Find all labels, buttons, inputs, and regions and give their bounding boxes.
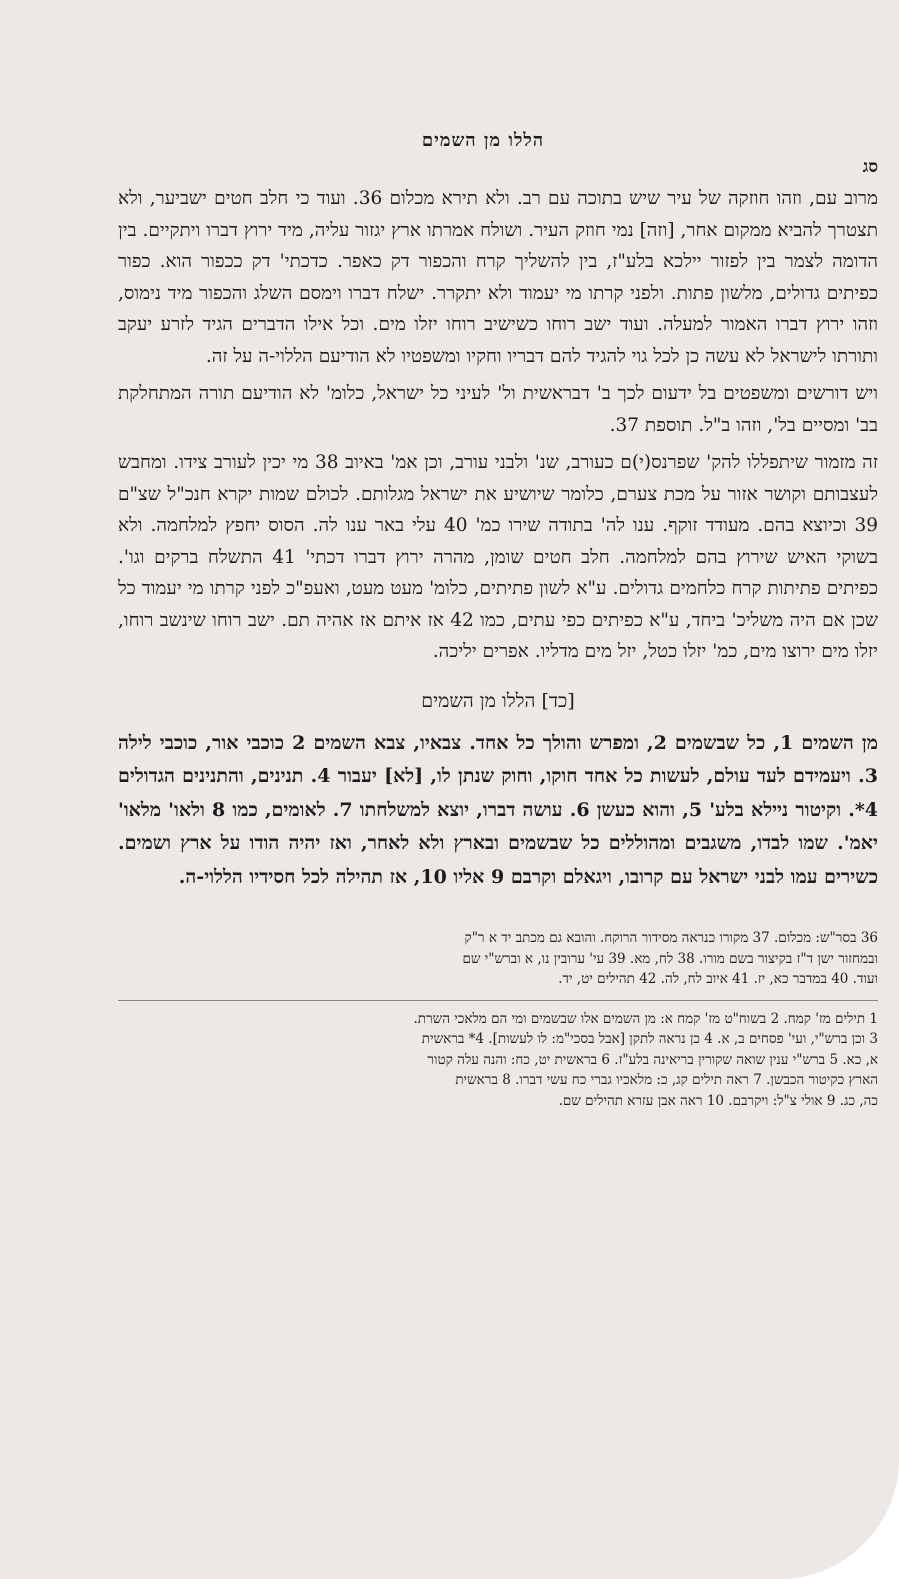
footnote-line: 1 תילים מז' קמח. 2 בשוח"ט מז' קמח א: מן השמים אלו שבשמים ומי הם מלאכי השרת. (413, 1010, 878, 1027)
commentary-paragraph-3: זה מזמור שיתפללו להק' שפרנס(י)ם כעורב, שנ' ולבני עורב, וכן אמ' באיוב 38 מי יכין לעורב צידו. ומחבש לעצבותם וקושר אזור על מכת צערם, כלומר שיושיע את ישראל מגלותם. לכולם שמות יקרא חנכ"ל שצ"ם 39 וכיוצא בהם. מעודד זוקף. ענו לה' בתודה שירו כמ' 40 עלי באר ענו לה. הסוס יחפץ למלחמה. ולא בשוקי האיש שירוץ בהם למלחמה. חלב חטים שומן, מהרה ירוץ דברו דכתי' 41 התשלח ברקים וגו'. כפיתים פתיתות קרח כלחמים גדולים. ע"א לשון פתיתים, כלומ' מעט מעט, ואעפ"כ לפני קרתו מי יעמוד כל שכן אם היה משליכ' ביחד, ע"א כפיתים כפי עתים, כמו 42 אז איתם אז אהיה תם. ישב רוחו שינשב רוחו, יזלו מים ירוצו מים, כמ' יזלו כטל, יזל מים מדליו. אפרים יליכה. (118, 452, 878, 662)
section-title: [כד] הללו מן השמים (421, 689, 575, 712)
footnote-divider (118, 1000, 878, 1001)
commentary-paragraph-2: ויש דורשים ומשפטים בל ידעום לכך ב' דבראשית ול' לעיני כל ישראל, כלומ' לא הודיעם תורה המתחלקת בב' ומסיים בל', וזהו ב"ל. תוספת 37. (118, 383, 878, 436)
running-head: הללו מן השמים (421, 130, 545, 151)
footnote-line: הארץ כקיטור הכבשן. 7 ראה תילים קג, כ: מלאכיו גברי כח עשי דברו. 8 בראשית (455, 1072, 878, 1088)
footnote-line: ובמחזור ישן ד"ז בקיצור בשם מורו. 38 לח, מא. 39 עי' ערובין נו, א וברש"י שם (462, 950, 878, 967)
footnote-line: 3 וכן ברש"י, ועי' פסחים ב, א. 4 כן נראה לתקן [אבל בסכי"מ: לו לעשות]. 4* בראשית (421, 1031, 878, 1047)
footnote-line: כה, כג. 9 אולי צ"ל: ויקרבם. 10 ראה אבן עזרא תהילים שם. (558, 1092, 878, 1109)
footnote-line: 36 בסר"ש: מכלום. 37 מקורו כנראה מסידור הרוקח. והובא גם מכתב יד א ר"ק (464, 930, 878, 946)
commentary-paragraph-1: מרוב עם, וזהו חוזקה של עיר שיש בתוכה עם רב. ולא תירא מכלום 36. ועוד כי חלב חטים ישביער, ולא תצטרך להביא ממקום אחר, [וזה] נמי חוזק העיר. ושולח אמרתו ארץ יגזור עליה, מיד ירוץ דברו ויתקיים. בין הדומה לצמר בין לפזור יילכא בלע"ז, בין להשליך קרח והכפור דק כאפר. כדכתי' דק ככפור הוא. כפור כפיתים גדולים, מלשון פתות. ולפני קרתו מי יעמוד ולא יתקרר. ישלח דברו וימסם השלג והכפור מיד נימוס, וזהו ירוץ דברו האמור למעלה. ועוד ישב רוחו כשישיב רוחו יזלו מים. וכל אילו הדברים הגיד לזרע יעקב ותורתו לישראל לא עשה כן לכל גוי להגיד להם דבריו וחקיו ומשפטיו לא הודיעם הללוי-ה על זה. (118, 188, 878, 367)
page-content (118, 130, 878, 1111)
footnotes (118, 928, 878, 1111)
psalm-commentary-paragraph: מן השמים 1, כל שבשמים 2, ומפרש והולך כל אחד. צבאיו, צבא השמים 2 כוכבי אור, כוכבי לילה 3. ויעמידם לעד עולם, לעשות כל אחד חוקו, וחוק שנתן לו, [לא] יעבור 4. תנינים, והתנינים הגדולים 4*. וקיטור ניילא בלע' 5, והוא כעשן 6. עושה דברו, יוצא למשלחתו 7. לאומים, כמו 8 ולאו' מלאו' יאמ'. שמו לבדו, משגבים ומהוללים כל שבשמים ובארץ ולא לאחר, ואז יהיה הודו על ארץ ושמים. כשירים עמו לבני ישראל עם קרובו, ויגאלם וקרבם 9 אליו 10, אז תהילה לכל חסידיו הללוי-ה. (118, 731, 879, 888)
page-number: סג (862, 157, 878, 177)
footnote-line: א, כא. 5 ברש"י ענין שואה שקורין בריאינה בלע"ז. 6 בראשית יט, כח: והנה עלה קטור (427, 1051, 878, 1068)
footnote-line: ועוד. 40 במדבר כא, יז. 41 איוב לח, לה. 42 תהילים יט, יד. (558, 971, 878, 987)
